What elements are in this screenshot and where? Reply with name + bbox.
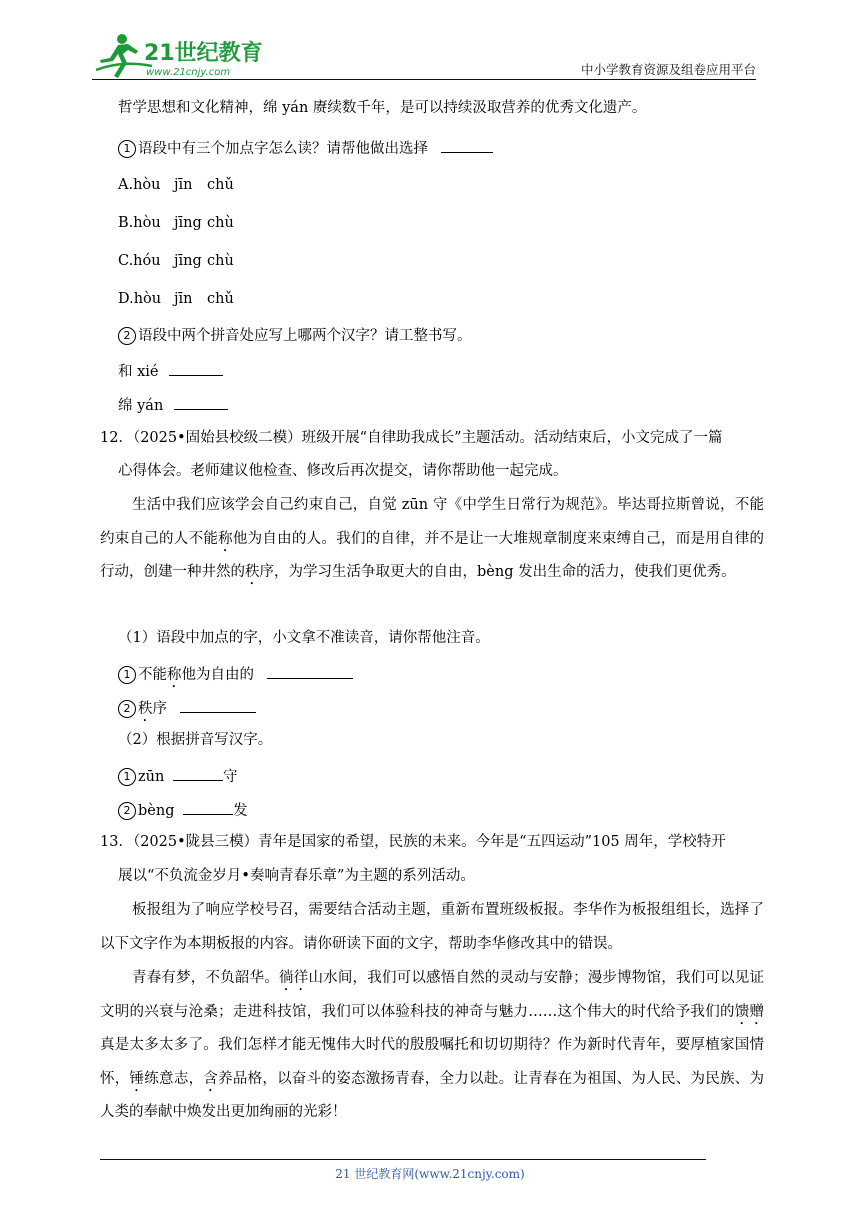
logo-url: www.21cnjy.com [146, 67, 231, 78]
circled-number: 2 [118, 700, 136, 718]
q11-paragraph-end: 哲学思想和文化精神，绵 yán 赓续数千年，是可以持续汲取营养的优秀文化遗产。 [118, 100, 647, 116]
answer-blank[interactable] [441, 135, 493, 153]
answer-blank[interactable] [173, 763, 223, 781]
circled-number: 1 [118, 768, 136, 786]
circled-number: 1 [118, 666, 136, 684]
fill-yan: 绵 yán [118, 392, 228, 417]
logo-text: 21世纪教育 [144, 41, 263, 66]
answer-blank[interactable] [174, 392, 228, 410]
answer-blank[interactable] [267, 661, 353, 679]
q13-title-line1: 13．（2025•陇县三模）青年是国家的希望，民族的未来。今年是“五四运动”105 周年，学校特开 [100, 834, 726, 850]
header-divider [92, 79, 756, 80]
footer-divider [100, 1159, 706, 1160]
header-right-title: 中小学教育资源及组卷应用平台 [580, 62, 756, 77]
q12-title-line1: 12．（2025•固始县校级二模）班级开展“自律助我成长”主题活动。活动结束后，小文完成了一篇 [100, 430, 723, 446]
site-logo [92, 30, 267, 82]
answer-blank[interactable] [183, 797, 233, 815]
circled-number: 1 [118, 140, 136, 158]
q13-title-line2: 展以“不负流金岁月•奏响青春乐章”为主题的系列活动。 [118, 868, 475, 884]
q12-sub2-item1: 1 zūn 守 [118, 763, 237, 788]
circled-number: 2 [118, 802, 136, 820]
page-header [0, 0, 860, 82]
option-a[interactable]: A.hòu jīn chǔ [118, 177, 234, 193]
fill-xie: 和 xié [118, 358, 223, 383]
footer-text: 21 世纪教育网(www.21cnjy.com) [335, 1167, 525, 1181]
q12-passage: 生活中我们应该学会自己约束自己，自觉 zūn 守《中学生日常行为规范》。毕达哥拉斯曾说，不能约束自己的人不能称他为自由的人。我们的自律，并不是让一大堆规章制度来束缚自己，而是用自律的行动，创建一种井然的秩序，为学习生活争取更大的自由，bèng 发出生命的活力，使我们更优秀。 [100, 497, 765, 581]
q11-sub1 [118, 135, 493, 160]
q11-sub1-text: 语段中有三个加点字怎么读？请帮他做出选择 [138, 141, 428, 157]
q12-sub1-item2: 2 秩序 [118, 695, 256, 725]
q12-title-line2: 心得体会。老师建议他检查、修改后再次提交，请你帮助他一起完成。 [118, 463, 568, 479]
option-c[interactable]: C.hóu jīng chù [118, 253, 234, 269]
q12-sub2-item2: 2 bèng 发 [118, 797, 248, 822]
q11-sub2: 2 语段中两个拼音处应写上哪两个汉字？请工整书写。 [118, 325, 472, 347]
q12-sub2-heading: （2）根据拼音写汉字。 [118, 732, 273, 748]
q13-passage2: 青春有梦，不负韶华。徜徉山水间，我们可以感悟自然的灵动与安静；漫步博物馆，我们可以见证文明的兴衰与沧桑；走进科技馆，我们可以体验科技的神奇与魅力……这个伟大的时代给予我们的馈赠真是太多太多了。我们怎样才能无愧伟大时代的殷殷嘱托和切切期待？作为新时代青年，要厚植家国情怀，锤练意志，含养品格，以奋斗的姿态激扬青春，全力以赴。让青春在为祖国、为人民、为民族、为人类的奉献中焕发出更加绚丽的光彩！ [100, 970, 765, 1121]
option-d[interactable]: D.hòu jīn chǔ [118, 291, 234, 307]
answer-blank[interactable] [180, 695, 256, 713]
circled-number: 2 [118, 327, 136, 345]
q12-sub1-item1: 1 不能称他为自由的 [118, 661, 353, 691]
option-b[interactable]: B.hòu jīng chù [118, 215, 234, 231]
answer-blank[interactable] [169, 358, 223, 376]
q12-sub1-heading: （1）语段中加点的字，小文拿不准读音，请你帮他注音。 [118, 630, 490, 646]
q13-passage1: 板报组为了响应学校号召，需要结合活动主题，重新布置班级板报。李华作为板报组组长，选择了以下文字作为本期板报的内容。请你研读下面的文字，帮助李华修改其中的错误。 [100, 902, 764, 952]
